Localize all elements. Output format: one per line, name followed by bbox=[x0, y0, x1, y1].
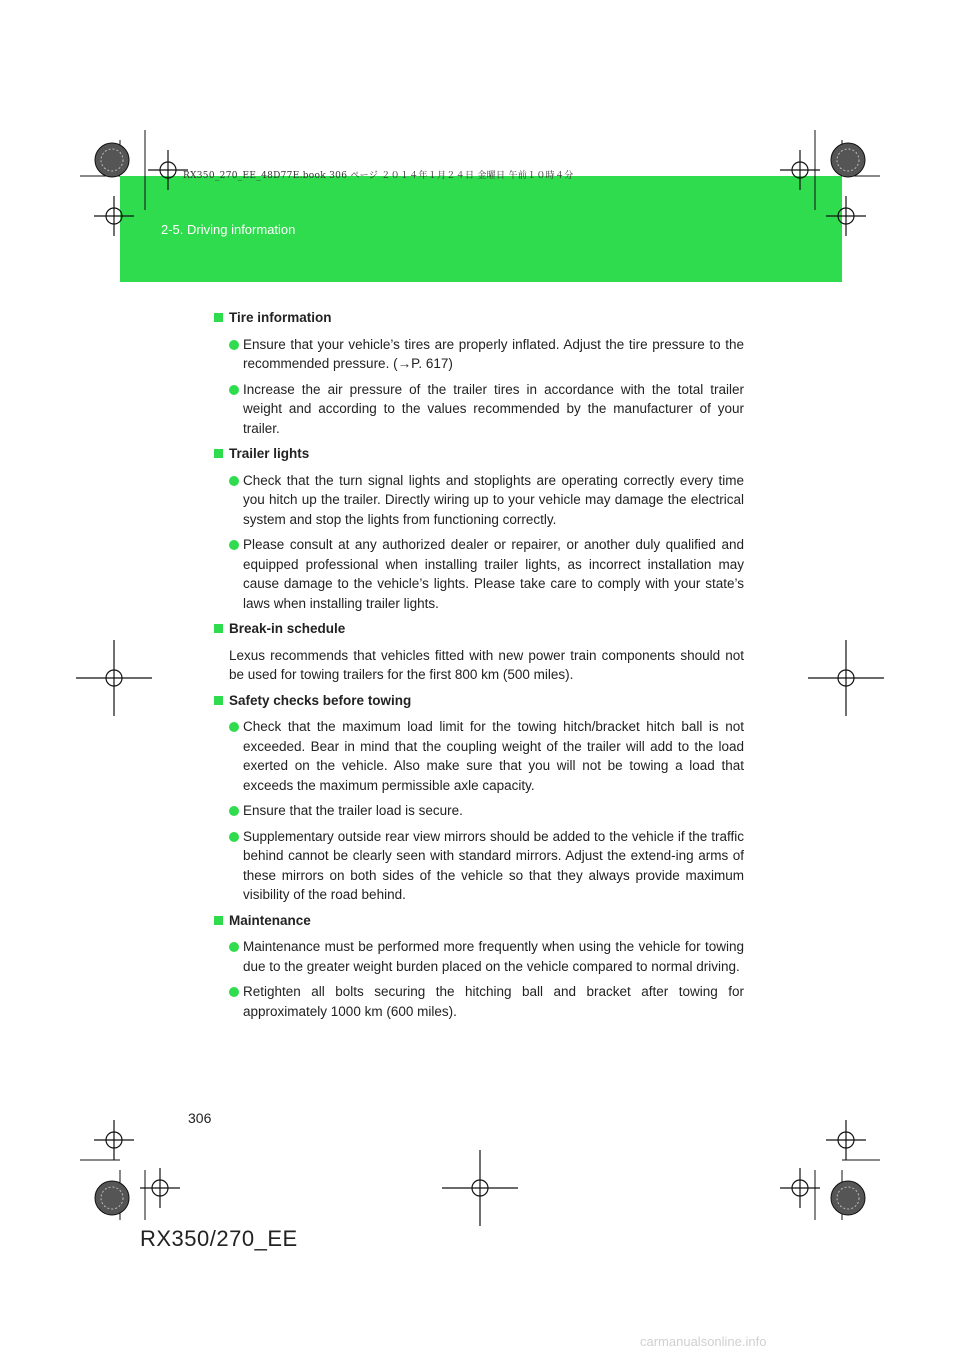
bullet-item: Please consult at any authorized dealer or repairer, or another duly qualified and equipped professional when installing trailer lights, as incorrect installation may cause damage to the vehicle’s lights. Please take care to comply with your state’s laws when installing trailer lights. bbox=[214, 535, 744, 613]
section-maintenance bbox=[214, 911, 744, 1022]
section-tire-information bbox=[214, 308, 744, 438]
bullet-item: Maintenance must be performed more frequently when using the vehicle for towing due to the greater weight burden placed on the vehicle compared to normal driving. bbox=[214, 937, 744, 976]
page-number: 306 bbox=[188, 1110, 212, 1126]
round-bullet-icon bbox=[229, 540, 239, 550]
print-info: RX350_270_EE_48D77E.book 306 ページ ２０１４年１月２４日 金曜日 午前１０時４分 bbox=[183, 171, 574, 181]
watermark: carmanualsonline.info bbox=[640, 1334, 767, 1349]
round-bullet-icon bbox=[229, 987, 239, 997]
round-bullet-icon bbox=[229, 942, 239, 952]
section-break-in-schedule bbox=[214, 619, 744, 685]
bullet-item: Check that the maximum load limit for the towing hitch/bracket hitch ball is not exceeded. Bear in mind that the coupling weight of the trailer will add to the load exerted on the vehicle. Also make sure that you will not be towing a load that exceeds the maximum permissible axle capacity. bbox=[214, 717, 744, 795]
bullet-item: Increase the air pressure of the trailer tires in accordance with the total trailer weight and according to the values recommended by the manufacturer of your trailer. bbox=[214, 380, 744, 439]
section-trailer-lights bbox=[214, 444, 744, 613]
bullet-item: Ensure that your vehicle’s tires are properly inflated. Adjust the tire pressure to the recommended pressure. (→P. 617) bbox=[214, 335, 744, 374]
square-bullet-icon bbox=[214, 313, 223, 322]
round-bullet-icon bbox=[229, 476, 239, 486]
section-safety-checks bbox=[214, 691, 744, 905]
subheading: Safety checks before towing bbox=[214, 691, 744, 711]
square-bullet-icon bbox=[214, 449, 223, 458]
bullet-item: Ensure that the trailer load is secure. bbox=[214, 801, 744, 821]
round-bullet-icon bbox=[229, 722, 239, 732]
content bbox=[214, 308, 744, 1027]
round-bullet-icon bbox=[229, 385, 239, 395]
round-bullet-icon bbox=[229, 806, 239, 816]
square-bullet-icon bbox=[214, 624, 223, 633]
bullet-item: Retighten all bolts securing the hitching ball and bracket after towing for approximately 1000 km (600 miles). bbox=[214, 982, 744, 1021]
paragraph: Lexus recommends that vehicles fitted with new power train components should not be used for towing trailers for the first 800 km (500 miles). bbox=[229, 647, 744, 682]
square-bullet-icon bbox=[214, 916, 223, 925]
subheading: Maintenance bbox=[214, 911, 744, 931]
subheading: Trailer lights bbox=[214, 444, 744, 464]
round-bullet-icon bbox=[229, 340, 239, 350]
subheading: Tire information bbox=[214, 308, 744, 328]
model-code: RX350/270_EE bbox=[140, 1226, 298, 1251]
section-title: 2-5. Driving information bbox=[161, 222, 296, 237]
bullet-item: Supplementary outside rear view mirrors should be added to the vehicle if the traffic behind cannot be clearly seen with standard mirrors. Adjust the extend-ing arms of these mirrors on both sides of the vehicle so that they always provide maximum visibility of the road behind. bbox=[214, 827, 744, 905]
subheading: Break-in schedule bbox=[214, 619, 744, 639]
square-bullet-icon bbox=[214, 696, 223, 705]
round-bullet-icon bbox=[229, 832, 239, 842]
bullet-item: Check that the turn signal lights and stoplights are operating correctly every time you hitch up the trailer. Directly wiring up to your vehicle may damage the electrical system and stop the lights from functioning correctly. bbox=[214, 471, 744, 530]
